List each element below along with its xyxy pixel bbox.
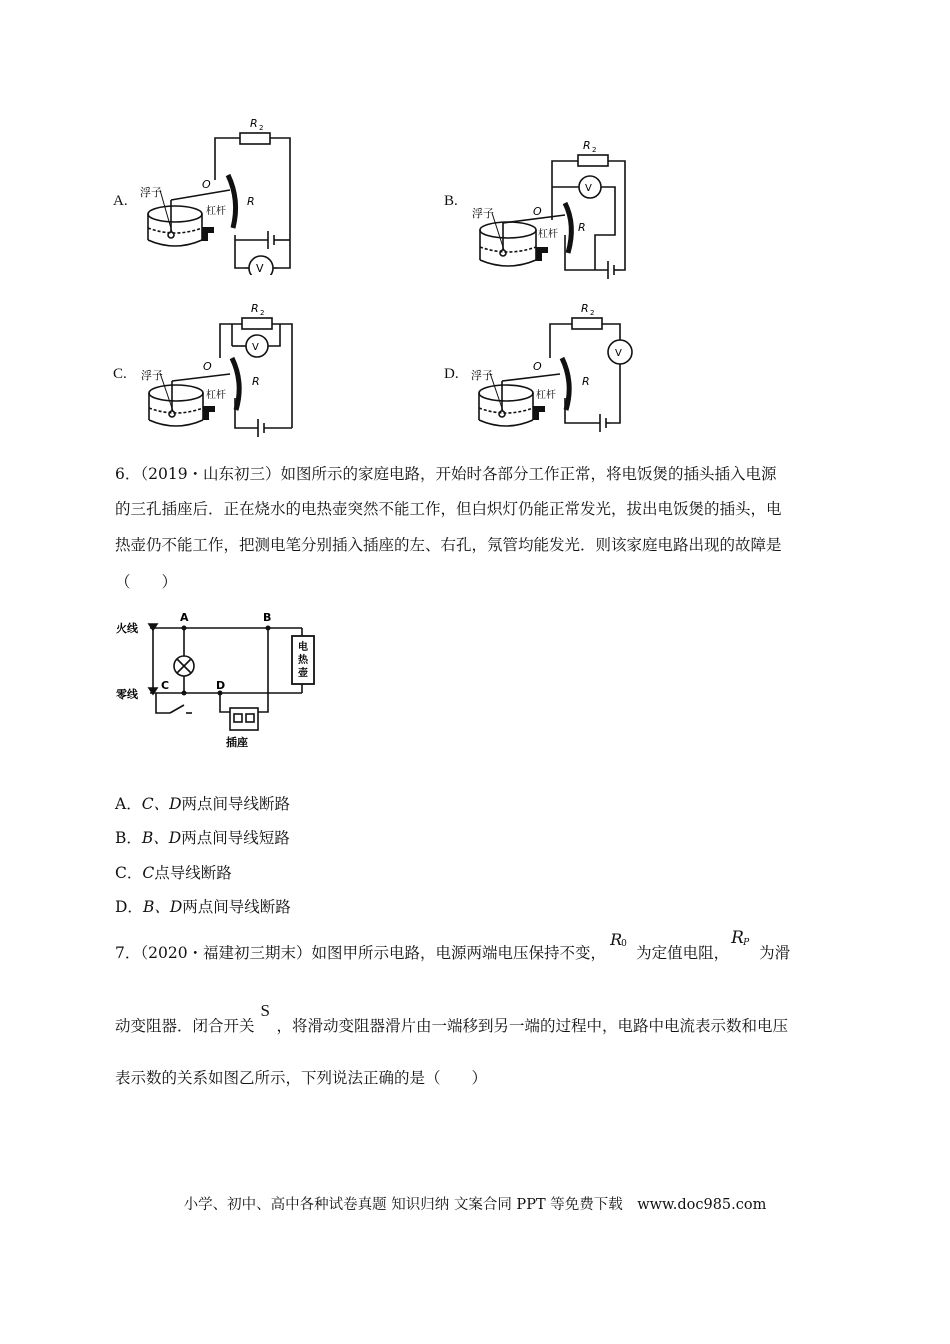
svg-text:D: D xyxy=(216,679,226,692)
svg-text:R: R xyxy=(581,302,589,315)
option-b-letter: B. xyxy=(444,193,458,209)
svg-text:B: B xyxy=(263,611,272,624)
q7-stem-line2: 动变阻器．闭合开关 S ，将滑动变阻器滑片由一端移到另一端的过程中，电路中电流表示数和电压 xyxy=(115,1001,789,1035)
svg-text:杠杆: 杠杆 xyxy=(536,390,556,401)
option-b-circuit xyxy=(470,135,640,280)
q6-stem-line1: 6．（2019・山东初三）如图所示的家庭电路，开始时各部分工作正常，将电饭煲的插头插入电源 xyxy=(115,465,777,483)
svg-text:V: V xyxy=(256,262,264,275)
svg-text:浮子: 浮子 xyxy=(141,369,163,382)
q6-option-d[interactable]: D．B、D两点间导线断路 xyxy=(115,898,291,916)
svg-text:O: O xyxy=(533,205,542,218)
q6-household-circuit xyxy=(112,608,332,753)
svg-text:C: C xyxy=(161,679,170,692)
svg-text:2: 2 xyxy=(259,124,264,132)
option-d-letter: D. xyxy=(444,366,459,382)
svg-text:R: R xyxy=(250,117,258,130)
svg-text:杠杆: 杠杆 xyxy=(206,390,226,401)
svg-text:浮子: 浮子 xyxy=(471,369,493,382)
q6-stem-line2: 的三孔插座后．正在烧水的电热壶突然不能工作，但白炽灯仍能正常发光，拔出电饭煲的插头，电 xyxy=(115,500,782,518)
option-a-circuit xyxy=(140,110,310,275)
svg-text:V: V xyxy=(615,348,622,359)
svg-text:R: R xyxy=(582,375,590,388)
svg-text:火线: 火线 xyxy=(116,622,138,635)
option-a-letter: A. xyxy=(113,193,128,209)
svg-text:2: 2 xyxy=(592,146,597,154)
q6-option-c[interactable]: C．C点导线断路 xyxy=(115,864,232,882)
svg-text:R: R xyxy=(578,221,586,234)
q7-stem-line3: 表示数的关系如图乙所示，下列说法正确的是（ ） xyxy=(115,1069,488,1087)
svg-text:O: O xyxy=(533,360,542,373)
svg-text:2: 2 xyxy=(590,309,595,317)
q6-stem-line3: 热壶仍不能工作，把测电笔分别插入插座的左、右孔，氖管均能发光．则该家庭电路出现的故障是 xyxy=(115,536,782,554)
svg-text:浮子: 浮子 xyxy=(472,207,494,220)
svg-text:零线: 零线 xyxy=(116,688,138,701)
option-c-circuit xyxy=(140,298,310,443)
q7-stem-line1: 7．（2020・福建初三期末）如图甲所示电路，电源两端电压保持不变， R 0 为定值电阻， R P 为滑 xyxy=(115,928,791,962)
option-c-letter: C. xyxy=(113,366,127,382)
svg-text:浮子: 浮子 xyxy=(140,186,162,199)
svg-text:R: R xyxy=(252,375,260,388)
svg-text:O: O xyxy=(203,360,212,373)
svg-text:R: R xyxy=(583,139,591,152)
q6-answer-bracket: （ ） xyxy=(115,573,178,591)
svg-text:杠杆: 杠杆 xyxy=(538,229,558,240)
svg-text:插座: 插座 xyxy=(226,736,248,749)
svg-text:A: A xyxy=(180,611,189,624)
svg-text:O: O xyxy=(202,178,211,191)
svg-text:V: V xyxy=(252,342,259,353)
option-d-circuit xyxy=(470,298,640,443)
q6-option-b[interactable]: B．B、D两点间导线短路 xyxy=(115,829,290,847)
q6-option-a[interactable]: A．C、D两点间导线断路 xyxy=(115,795,291,813)
kettle-label: 电热壶 xyxy=(298,642,308,679)
svg-text:R: R xyxy=(247,195,255,208)
svg-text:R: R xyxy=(251,302,259,315)
svg-text:V: V xyxy=(585,183,592,194)
svg-text:杠杆: 杠杆 xyxy=(206,206,226,217)
svg-text:2: 2 xyxy=(260,309,265,317)
page-footer: 小学、初中、高中各种试卷真题 知识归纳 文案合同 PPT 等免费下载 www.doc985.com xyxy=(183,1197,767,1213)
